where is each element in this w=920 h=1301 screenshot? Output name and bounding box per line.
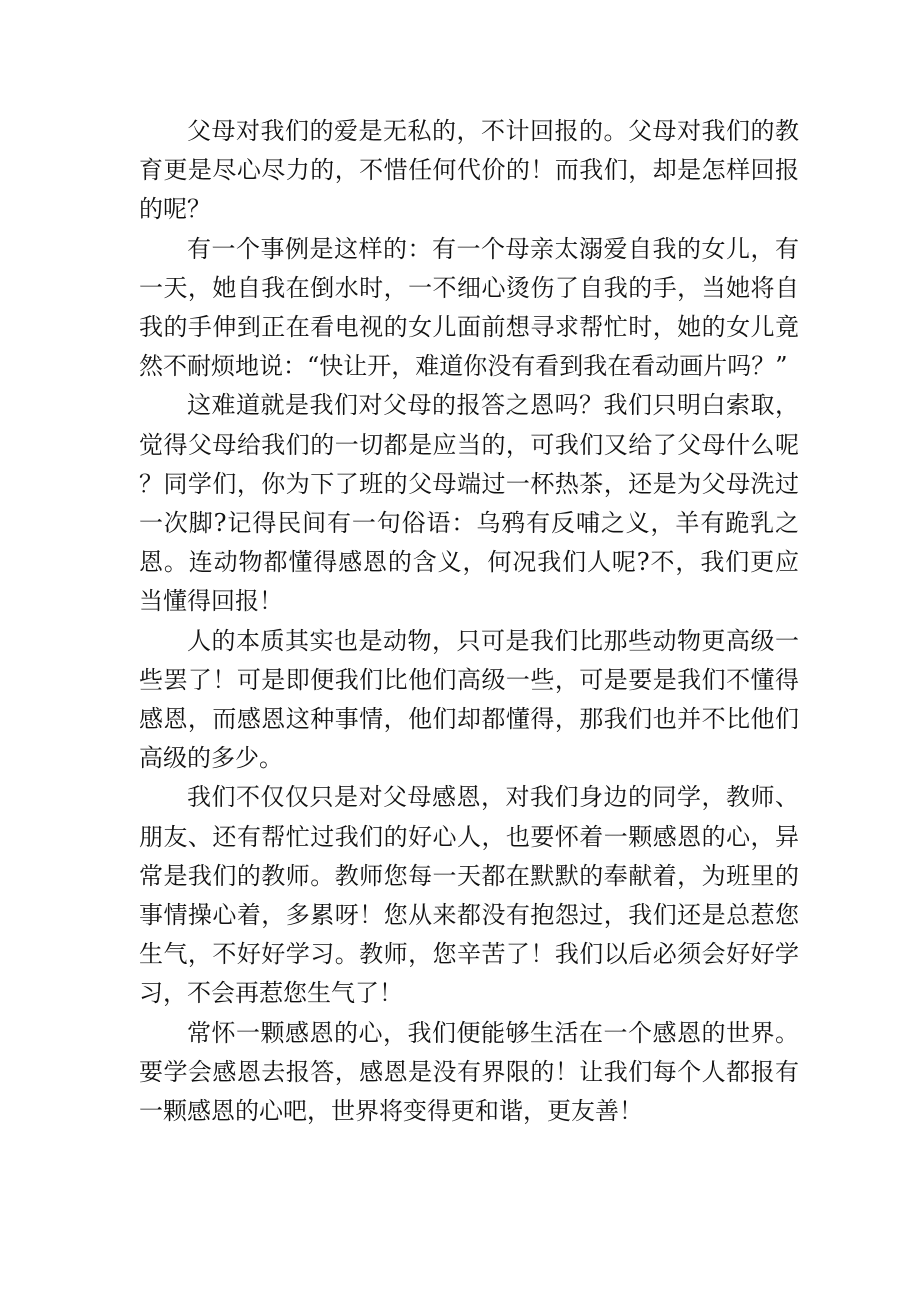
paragraph-burn-example: 有一个事例是这样的：有一个母亲太溺爱自我的女儿，有一天，她自我在倒水时，一不细心烫伤了自我的手，当她将自我的手伸到正在看电视的女儿面前想寻求帮忙时，她的女儿竟然不耐烦地说：“快让开，难道你没有看到我在看动画片吗？”	[139, 234, 799, 381]
paragraph-thanking-teachers: 我们不仅仅只是对父母感恩，对我们身边的同学，教师、朋友、还有帮忙过我们的好心人，也要怀着一颗感恩的心，异常是我们的教师。教师您每一天都在默默的奉献着，为班里的事情操心着，多累呀！您从来都没有抱怨过，我们还是总惹您生气，不好好学习。教师，您辛苦了！我们以后必须会好好学习，不会再惹您生气了！	[139, 783, 799, 1008]
document-body	[139, 112, 799, 1131]
paragraph-gratitude-intro: 父母对我们的爱是无私的，不计回报的。父母对我们的教育更是尽心尽力的，不惜任何代价的！而我们，却是怎样回报的呢？	[139, 117, 799, 224]
paragraph-human-nature: 人的本质其实也是动物，只可是我们比那些动物更高级一些罢了！可是即便我们比他们高级一些，可是要是我们不懂得感恩，而感恩这种事情，他们却都懂得，那我们也并不比他们高级的多少。	[139, 626, 799, 773]
paragraph-conclusion: 常怀一颗感恩的心，我们便能够生活在一个感恩的世界。要学会感恩去报答，感恩是没有界限的！让我们每个人都报有一颗感恩的心吧，世界将变得更和谐，更友善！	[139, 1018, 799, 1126]
paragraph-repaying-parents: 这难道就是我们对父母的报答之恩吗？我们只明白索取，觉得父母给我们的一切都是应当的，可我们又给了父母什么呢？同学们，你为下了班的父母端过一杯热茶，还是为父母洗过一次脚?记得民间有一句俗语：乌鸦有反哺之义，羊有跪乳之恩。连动物都懂得感恩的含义，何况我们人呢?不，我们更应当懂得回报！	[139, 391, 799, 616]
